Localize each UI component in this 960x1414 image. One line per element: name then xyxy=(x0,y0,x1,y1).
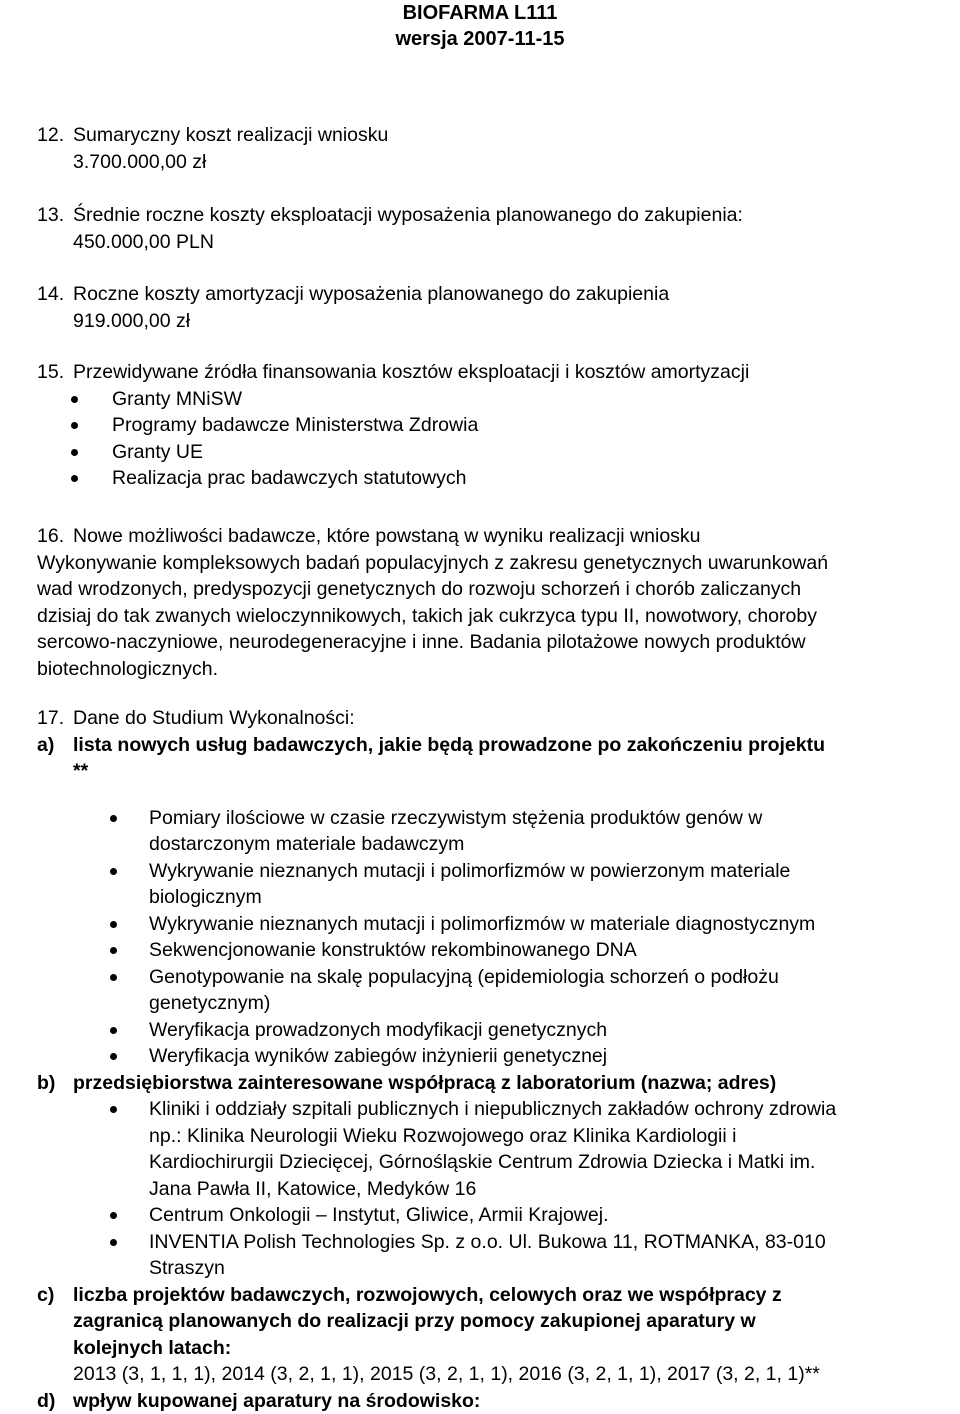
section-title: Średnie roczne koszty eksploatacji wyposażenia planowanego do zakupienia: xyxy=(73,204,743,226)
list-item: Pomiary ilościowe w czasie rzeczywistym stężenia produktów genów w dostarczonym materiale badawczym xyxy=(37,805,956,858)
list-item: Programy badawcze Ministerstwa Zdrowia xyxy=(37,412,956,439)
list-item: INVENTIA Polish Technologies Sp. z o.o. Ul. Bukowa 11, ROTMANKA, 83-010 Straszyn xyxy=(37,1229,956,1282)
subsection-a xyxy=(37,732,956,785)
list-item: Sekwencjonowanie konstruktów rekombinowanego DNA xyxy=(37,937,956,964)
subsection-d xyxy=(37,1388,956,1414)
section-body xyxy=(37,550,956,683)
body-line: biotechnologicznych. xyxy=(37,656,956,683)
section-number: 16. xyxy=(37,523,73,550)
section-title: Dane do Studium Wykonalności: xyxy=(73,707,355,729)
section-value: 919.000,00 zł xyxy=(37,308,956,335)
subsection-label: b) xyxy=(37,1070,55,1097)
section-title: Sumaryczny koszt realizacji wniosku xyxy=(73,124,388,146)
document-header xyxy=(0,0,960,52)
subsection-label: c) xyxy=(37,1282,54,1309)
list-item: Realizacja prac badawczych statutowych xyxy=(37,465,956,492)
section-13 xyxy=(37,202,956,255)
section-number: 14. xyxy=(37,281,73,308)
section-title: Przewidywane źródła finansowania kosztów eksploatacji i kosztów amortyzacji xyxy=(73,361,749,383)
subsection-title-note: ** xyxy=(73,758,956,785)
section-value: 3.700.000,00 zł xyxy=(37,149,956,176)
list-item: Centrum Onkologii – Instytut, Gliwice, Armii Krajowej. xyxy=(37,1202,956,1229)
subsection-label: d) xyxy=(37,1388,55,1414)
list-item: Wykrywanie nieznanych mutacji i polimorfizmów w powierzonym materiale biologicznym xyxy=(37,858,956,911)
list-item: Kliniki i oddziały szpitali publicznych i niepublicznych zakładów ochrony zdrowia np.: Klinika Neurologii Wieku Rozwojowego oraz Klinika Kardiologii i Kardiochirurgii Dziecięcej, Górnośląskie Centrum Zdrowia Dziecka i Matki im. Jana Pawła II, Katowice, Medyków 16 xyxy=(37,1096,956,1202)
document-version: wersja 2007-11-15 xyxy=(0,26,960,52)
body-line: Wykonywanie kompleksowych badań populacyjnych z zakresu genetycznych uwarunkowań xyxy=(37,550,956,577)
section-12 xyxy=(37,122,956,175)
subsection-title: przedsiębiorstwa zainteresowane współpracą z laboratorium (nazwa; adres) xyxy=(73,1070,956,1097)
body-line: sercowo-naczyniowe, neurodegeneracyjne i inne. Badania pilotażowe nowych produktów xyxy=(37,629,956,656)
section-number: 12. xyxy=(37,122,73,149)
list-item: Granty MNiSW xyxy=(37,386,956,413)
subsection-title-line: kolejnych latach: xyxy=(73,1335,956,1362)
projects-per-year: 2013 (3, 1, 1, 1), 2014 (3, 2, 1, 1), 2015 (3, 2, 1, 1), 2016 (3, 2, 1, 1), 2017 (3, 2, 1, 1)** xyxy=(73,1361,956,1388)
section-title: Nowe możliwości badawcze, które powstaną w wyniku realizacji wniosku xyxy=(73,525,701,547)
services-list xyxy=(37,805,956,1070)
list-item: Weryfikacja wyników zabiegów inżynierii genetycznej xyxy=(37,1043,956,1070)
section-15 xyxy=(37,359,956,492)
section-14 xyxy=(37,281,956,334)
section-title: Roczne koszty amortyzacji wyposażenia planowanego do zakupienia xyxy=(73,283,669,305)
funding-sources-list xyxy=(37,386,956,492)
body-line: wad wrodzonych, predyspozycji genetycznych do rozwoju schorzeń i chorób zaliczanych xyxy=(37,576,956,603)
list-item: Granty UE xyxy=(37,439,956,466)
subsection-title: wpływ kupowanej aparatury na środowisko: xyxy=(73,1388,956,1414)
section-number: 13. xyxy=(37,202,73,229)
subsection-title: lista nowych usług badawczych, jakie będą prowadzone po zakończeniu projektu xyxy=(73,732,956,759)
subsection-title-line: zagranicą planowanych do realizacji przy pomocy zakupionej aparatury w xyxy=(73,1308,956,1335)
list-item: Weryfikacja prowadzonych modyfikacji genetycznych xyxy=(37,1017,956,1044)
subsection-title-line: liczba projektów badawczych, rozwojowych, celowych oraz we współpracy z xyxy=(73,1282,956,1309)
section-17 xyxy=(37,705,956,1414)
companies-list xyxy=(37,1096,956,1282)
list-item: Wykrywanie nieznanych mutacji i polimorfizmów w materiale diagnostycznym xyxy=(37,911,956,938)
subsection-c xyxy=(37,1282,956,1388)
body-line: dzisiaj do tak zwanych wieloczynnikowych, takich jak cukrzyca typu II, nowotwory, choroby xyxy=(37,603,956,630)
section-16 xyxy=(37,523,956,682)
list-item: Genotypowanie na skalę populacyjną (epidemiologia schorzeń o podłożu genetycznym) xyxy=(37,964,956,1017)
section-number: 15. xyxy=(37,359,73,386)
document-title: BIOFARMA L111 xyxy=(0,0,960,26)
section-value: 450.000,00 PLN xyxy=(37,229,956,256)
subsection-b xyxy=(37,1070,956,1097)
section-number: 17. xyxy=(37,705,73,732)
subsection-label: a) xyxy=(37,732,54,759)
